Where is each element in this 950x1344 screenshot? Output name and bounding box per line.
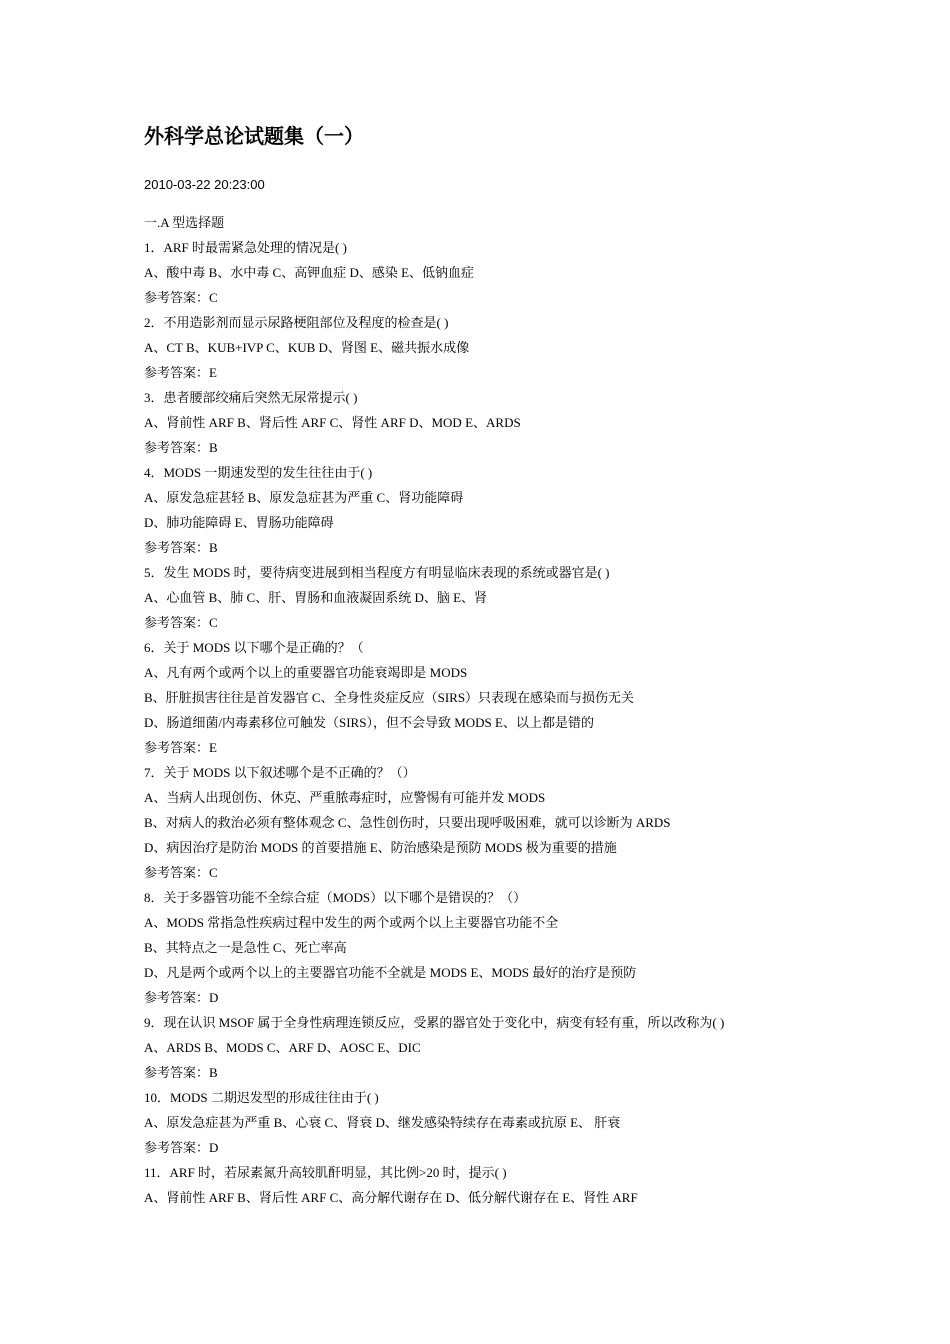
answer-7: 参考答案：C bbox=[144, 865, 218, 880]
options-7c: D、病因治疗是防治 MODS 的首要措施 E、防治感染是预防 MODS 极为重要的措施 bbox=[144, 840, 617, 855]
question-11: 11．ARF 时，若尿素氮升高较肌酐明显，其比例>20 时，提示( ) bbox=[144, 1165, 507, 1180]
question-9: 9．现在认识 MSOF 属于全身性病理连锁反应，受累的器官处于变化中，病变有轻有重，所以改称为( ) bbox=[144, 1015, 725, 1030]
options-8c: D、凡是两个或两个以上的主要器官功能不全就是 MODS E、MODS 最好的治疗是预防 bbox=[144, 965, 637, 980]
question-6: 6．关于 MODS 以下哪个是正确的？（ bbox=[144, 640, 364, 655]
answer-3: 参考答案：B bbox=[144, 440, 218, 455]
options-10: A、原发急症甚为严重 B、心衰 C、肾衰 D、继发感染特续存在毒素或抗原 E、 肝衰 bbox=[144, 1115, 621, 1130]
question-list bbox=[144, 210, 844, 1210]
question-1: 1．ARF 时最需紧急处理的情况是( ) bbox=[144, 240, 347, 255]
options-8a: A、MODS 常指急性疾病过程中发生的两个或两个以上主要器官功能不全 bbox=[144, 915, 559, 930]
options-5: A、心血管 B、肺 C、肝、胃肠和血液凝固系统 D、脑 E、肾 bbox=[144, 590, 488, 605]
options-2: A、CT B、KUB+IVP C、KUB D、肾图 E、磁共振水成像 bbox=[144, 340, 470, 355]
options-7b: B、对病人的救治必须有整体观念 C、急性创伤时，只要出现呼吸困难，就可以诊断为 ARDS bbox=[144, 815, 671, 830]
question-2: 2．不用造影剂而显示尿路梗阻部位及程度的检查是( ) bbox=[144, 315, 449, 330]
options-6c: D、肠道细菌/内毒素移位可触发（SIRS），但不会导致 MODS E、以上都是错的 bbox=[144, 715, 594, 730]
document-date: 2010-03-22 20:23:00 bbox=[144, 177, 265, 192]
question-8: 8．关于多器管功能不全综合症（MODS）以下哪个是错误的？（） bbox=[144, 890, 527, 905]
answer-6: 参考答案：E bbox=[144, 740, 217, 755]
document-title: 外科学总论试题集（一） bbox=[144, 124, 364, 148]
options-4a: A、原发急症甚轻 B、原发急症甚为严重 C、肾功能障碍 bbox=[144, 490, 464, 505]
options-9: A、ARDS B、MODS C、ARF D、AOSC E、DIC bbox=[144, 1040, 421, 1055]
question-7: 7．关于 MODS 以下叙述哪个是不正确的？（） bbox=[144, 765, 416, 780]
options-6b: B、肝脏损害往往是首发器官 C、全身性炎症反应（SIRS）只表现在感染而与损伤无关 bbox=[144, 690, 635, 705]
options-4b: D、肺功能障碍 E、胃肠功能障碍 bbox=[144, 515, 334, 530]
options-8b: B、其特点之一是急性 C、死亡率高 bbox=[144, 940, 347, 955]
answer-5: 参考答案：C bbox=[144, 615, 218, 630]
answer-2: 参考答案：E bbox=[144, 365, 217, 380]
question-5: 5．发生 MODS 时，要待病变进展到相当程度方有明显临床表现的系统或器官是( ) bbox=[144, 565, 610, 580]
answer-4: 参考答案：B bbox=[144, 540, 218, 555]
document-page bbox=[144, 122, 844, 1210]
options-7a: A、当病人出现创伤、休克、严重脓毒症时，应警惕有可能并发 MODS bbox=[144, 790, 546, 805]
options-1: A、酸中毒 B、水中毒 C、高钾血症 D、感染 E、低钠血症 bbox=[144, 265, 475, 280]
options-6a: A、凡有两个或两个以上的重要器官功能衰竭即是 MODS bbox=[144, 665, 468, 680]
answer-1: 参考答案：C bbox=[144, 290, 218, 305]
question-4: 4．MODS 一期速发型的发生往往由于( ) bbox=[144, 465, 373, 480]
options-11: A、肾前性 ARF B、肾后性 ARF C、高分解代谢存在 D、低分解代谢存在 E、肾性 ARF bbox=[144, 1190, 638, 1205]
options-3: A、肾前性 ARF B、肾后性 ARF C、肾性 ARF D、MOD E、ARDS bbox=[144, 415, 521, 430]
answer-9: 参考答案：B bbox=[144, 1065, 218, 1080]
question-10: 10．MODS 二期迟发型的形成往往由于( ) bbox=[144, 1090, 379, 1105]
section-heading: 一.A 型选择题 bbox=[144, 215, 225, 230]
answer-10: 参考答案：D bbox=[144, 1140, 219, 1155]
question-3: 3．患者腰部绞痛后突然无尿常提示( ) bbox=[144, 390, 358, 405]
answer-8: 参考答案：D bbox=[144, 990, 219, 1005]
